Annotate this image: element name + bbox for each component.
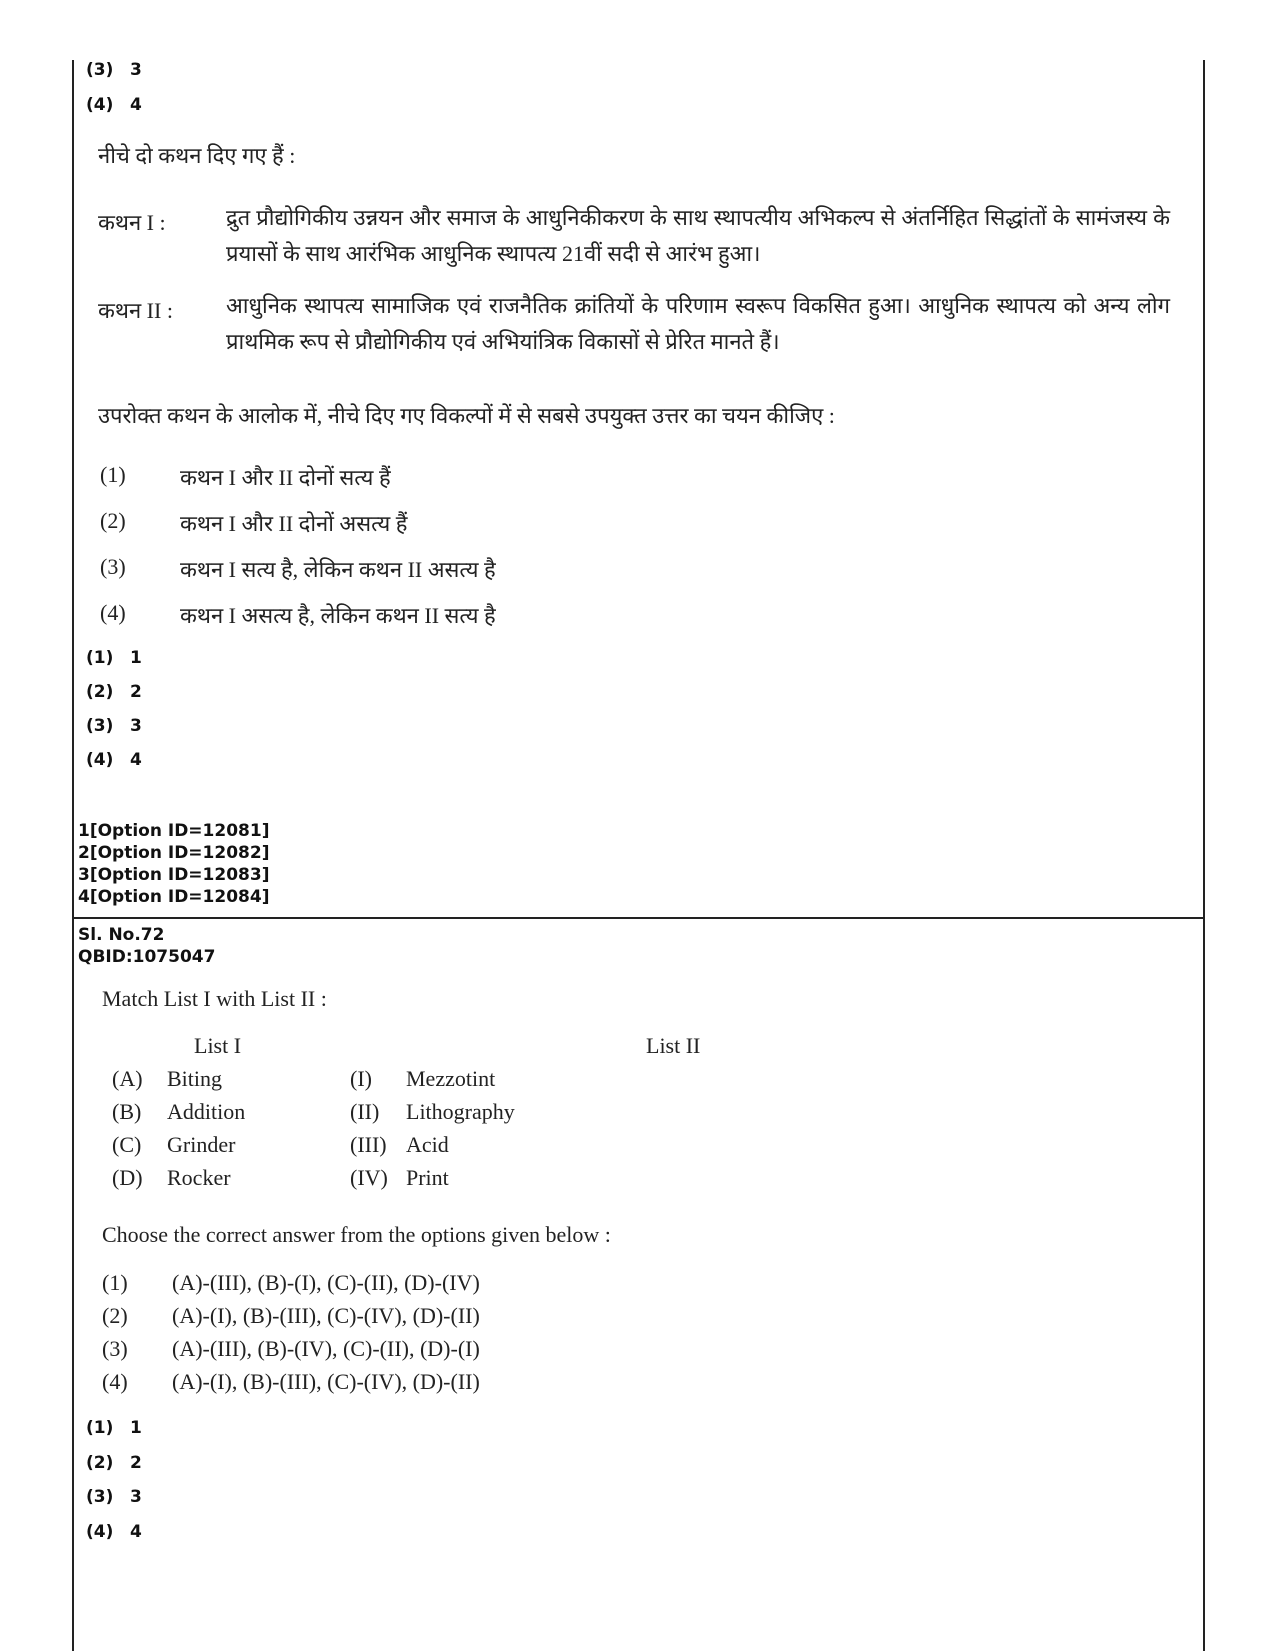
q71-statement2-text: आधुनिक स्थापत्य सामाजिक एवं राजनैतिक क्रांतियों के परिणाम स्वरूप विकसित हुआ। आधुनिक स्थापत्य को अन्य लोग प्राथमिक रूप से प्रौद्योगिकीय एवं अभियांत्रिक विकासों से प्रेरित मानते हैं। [226,293,1170,354]
q72-row-a-value: Biting [167,1066,223,1091]
q72-row-i-key: (I) [350,1066,372,1091]
q72-list2-header: List II [646,1033,701,1058]
q72-intro: Match List I with List II : [102,986,327,1011]
q72-option-4: (4) 4 [86,1522,142,1542]
q72-choice-2-num: (2) [102,1303,128,1328]
q72-choice-3-num: (3) [102,1336,128,1361]
q72-row-iv-value: Print [406,1165,449,1190]
q71-choice-1-text: कथन I और II दोनों सत्य हैं [180,465,391,490]
q72-instruction: Choose the correct answer from the options given below : [102,1222,611,1247]
q72-option-1: (1) 1 [86,1418,142,1438]
q71-choice-1-num: (1) [100,462,126,487]
q72-choice-2-text: (A)-(I), (B)-(III), (C)-(IV), (D)-(II) [172,1303,480,1328]
q72-choice-1-num: (1) [102,1270,128,1295]
q71-option-3: (3) 3 [86,716,142,736]
q71-option-id-list [78,820,269,908]
q71-choice-3-num: (3) [100,554,126,579]
q72-list1-header: List I [194,1033,242,1058]
q72-serial-number: Sl. No.72 [78,925,165,945]
top-option-4: (4) 4 [86,95,142,115]
q71-option-2: (2) 2 [86,682,142,702]
q72-choice-4-text: (A)-(I), (B)-(III), (C)-(IV), (D)-(II) [172,1369,480,1394]
q72-row-iv-key: (IV) [350,1165,388,1190]
top-option-3: (3) 3 [86,60,142,80]
q72-row-b-value: Addition [167,1099,246,1124]
question-divider [72,917,1205,919]
q72-row-ii-value: Lithography [406,1099,515,1124]
q71-statement1-label: कथन I : [98,210,166,235]
q72-row-b-key: (B) [112,1099,142,1124]
q71-instruction: उपरोक्त कथन के आलोक में, नीचे दिए गए विकल्पों में से सबसे उपयुक्त उत्तर का चयन कीजिए : [98,403,835,428]
q71-intro: नीचे दो कथन दिए गए हैं : [98,143,296,168]
right-border-line [1203,60,1205,1651]
q72-option-3: (3) 3 [86,1487,142,1507]
q72-row-c-value: Grinder [167,1132,236,1157]
q71-option-id-1: 1[Option ID=12081] [78,821,270,841]
q71-choice-2-text: कथन I और II दोनों असत्य हैं [180,511,408,536]
q71-choice-3-text: कथन I सत्य है, लेकिन कथन II असत्य है [180,557,496,582]
q71-option-id-2: 2[Option ID=12082] [78,843,270,863]
q72-row-ii-key: (II) [350,1099,380,1124]
q72-choice-3-text: (A)-(III), (B)-(IV), (C)-(II), (D)-(I) [172,1336,480,1361]
q71-statement1-text: द्रुत प्रौद्योगिकीय उन्नयन और समाज के आधुनिकीकरण के साथ स्थापत्यीय अभिकल्प से अंतर्निहित सिद्धांतों के सामंजस्य के प्रयासों के साथ आरंभिक आधुनिक स्थापत्य 21वीं सदी से आरंभ हुआ। [226,205,1170,266]
q72-option-2: (2) 2 [86,1453,142,1473]
q72-row-i-value: Mezzotint [406,1066,496,1091]
left-border-line [72,60,74,1651]
q72-choice-4-num: (4) [102,1369,128,1394]
q71-choice-2-num: (2) [100,508,126,533]
q72-row-c-key: (C) [112,1132,142,1157]
q72-choice-1-text: (A)-(III), (B)-(I), (C)-(II), (D)-(IV) [172,1270,480,1295]
q71-choice-4-text: कथन I असत्य है, लेकिन कथन II सत्य है [180,603,496,628]
q72-row-d-key: (D) [112,1165,143,1190]
q72-qbid: QBID:1075047 [78,947,216,967]
q72-row-d-value: Rocker [167,1165,231,1190]
q71-option-id-4: 4[Option ID=12084] [78,887,270,907]
q71-option-id-3: 3[Option ID=12083] [78,865,270,885]
q71-choice-4-num: (4) [100,600,126,625]
q71-option-1: (1) 1 [86,648,142,668]
q71-option-4: (4) 4 [86,750,142,770]
q72-header [78,924,215,968]
q72-row-iii-key: (III) [350,1132,387,1157]
q72-row-a-key: (A) [112,1066,143,1091]
q71-statement2-label: कथन II : [98,298,173,323]
q72-row-iii-value: Acid [406,1132,449,1157]
